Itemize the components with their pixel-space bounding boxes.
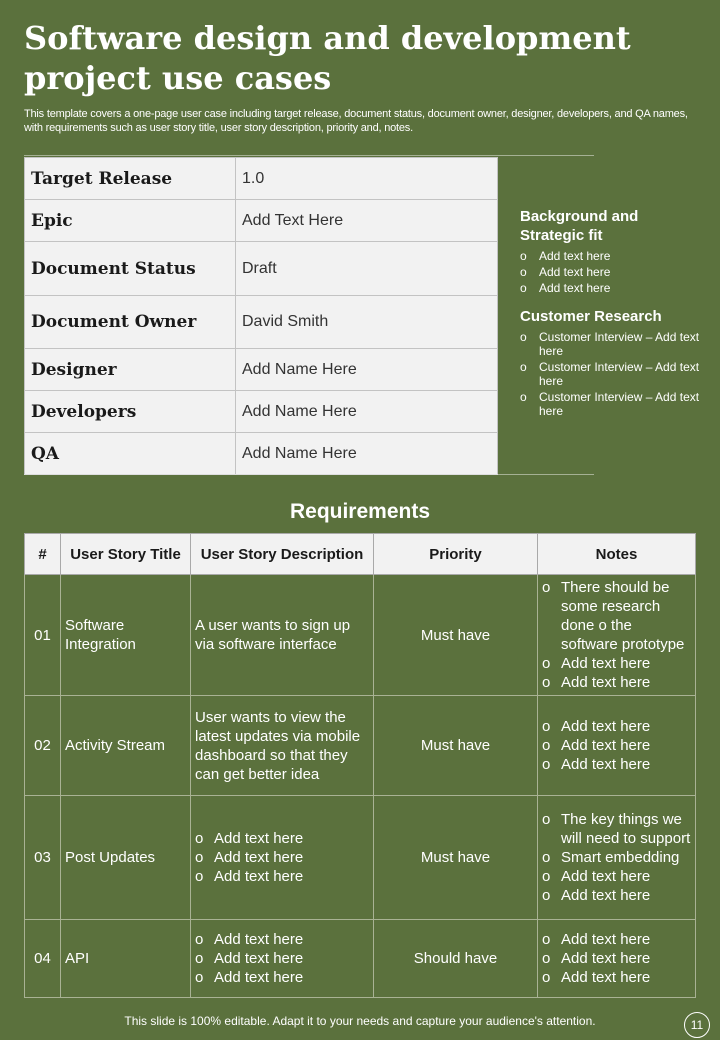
info-key: Document Status bbox=[25, 242, 236, 296]
info-value: Add Name Here bbox=[236, 433, 498, 475]
project-info-table bbox=[24, 157, 498, 475]
row-number: 04 bbox=[25, 920, 61, 998]
info-value: David Smith bbox=[236, 296, 498, 349]
research-heading: Customer Research bbox=[520, 308, 662, 325]
row-number: 02 bbox=[25, 696, 61, 796]
row-description bbox=[191, 920, 374, 998]
row-priority: Should have bbox=[374, 920, 538, 998]
bullet-icon: o bbox=[195, 849, 204, 866]
row-description: User wants to view the latest updates via mobile dashboard so that they can get better idea bbox=[191, 696, 374, 796]
info-value: Add Text Here bbox=[236, 200, 498, 242]
bullet-icon: o bbox=[195, 830, 204, 847]
list-item: o Customer Interview – Add text here bbox=[520, 360, 700, 388]
col-header-description: User Story Description bbox=[191, 534, 374, 575]
bullet-icon: o bbox=[542, 579, 551, 596]
bullet-icon: o bbox=[195, 868, 204, 885]
bullet-icon: o bbox=[542, 756, 551, 773]
col-header-number: # bbox=[25, 534, 61, 575]
row-priority: Must have bbox=[374, 696, 538, 796]
info-row bbox=[25, 158, 498, 200]
requirements-heading: Requirements bbox=[289, 500, 431, 523]
info-key: Designer bbox=[25, 349, 236, 391]
col-header-priority: Priority bbox=[374, 534, 538, 575]
page-title: Software design and development project use cases bbox=[24, 19, 631, 97]
list-item: o Add text here bbox=[520, 265, 611, 279]
info-row bbox=[25, 391, 498, 433]
row-priority: Must have bbox=[374, 796, 538, 920]
bullet-icon: o bbox=[542, 718, 551, 735]
bullet-icon: o bbox=[520, 281, 527, 295]
row-description: A user wants to sign up via software interface bbox=[191, 575, 374, 696]
table-row bbox=[25, 696, 696, 796]
list-item: o Add text here bbox=[542, 868, 651, 885]
list-item: o Smart embedding bbox=[542, 849, 680, 866]
row-story-title: Activity Stream bbox=[61, 696, 191, 796]
row-description bbox=[191, 796, 374, 920]
requirements-table bbox=[24, 533, 696, 998]
info-value: Add Name Here bbox=[236, 349, 498, 391]
research-list bbox=[520, 330, 700, 418]
bullet-icon: o bbox=[520, 390, 527, 404]
row-story-title: Post Updates bbox=[61, 796, 191, 920]
list-item: o Add text here bbox=[542, 931, 651, 948]
bullet-icon: o bbox=[542, 868, 551, 885]
bullet-icon: o bbox=[542, 969, 551, 986]
bullet-icon: o bbox=[542, 655, 551, 672]
info-row bbox=[25, 296, 498, 349]
list-item: o Add text here bbox=[542, 655, 651, 672]
bullet-icon: o bbox=[195, 931, 204, 948]
list-item: o There should be some research done o the software prototype bbox=[542, 579, 685, 653]
table-row bbox=[25, 796, 696, 920]
footer-note: This slide is 100% editable. Adapt it to your needs and capture your audience's attention. bbox=[124, 1014, 596, 1028]
table-row bbox=[25, 575, 696, 696]
list-item: o Add text here bbox=[542, 737, 651, 754]
bullet-icon: o bbox=[520, 360, 527, 374]
list-item: o Add text here bbox=[542, 718, 651, 735]
info-value: Add Name Here bbox=[236, 391, 498, 433]
info-value: Draft bbox=[236, 242, 498, 296]
row-notes bbox=[538, 796, 696, 920]
info-key: Developers bbox=[25, 391, 236, 433]
list-item: o Add text here bbox=[195, 849, 304, 866]
info-row bbox=[25, 349, 498, 391]
info-key: Target Release bbox=[25, 158, 236, 200]
list-item: o Add text here bbox=[195, 950, 304, 967]
info-key: Document Owner bbox=[25, 296, 236, 349]
list-item: o Add text here bbox=[520, 281, 611, 295]
row-number: 01 bbox=[25, 575, 61, 696]
row-story-title: Software Integration bbox=[61, 575, 191, 696]
list-item: o Add text here bbox=[542, 887, 651, 904]
list-item: o Add text here bbox=[542, 969, 651, 986]
list-item: o The key things we will need to support bbox=[542, 811, 691, 847]
table-row bbox=[25, 920, 696, 998]
divider-bottom bbox=[24, 474, 594, 475]
bullet-icon: o bbox=[542, 950, 551, 967]
info-key: Epic bbox=[25, 200, 236, 242]
list-item: o Add text here bbox=[195, 931, 304, 948]
list-item: o Add text here bbox=[195, 868, 304, 885]
bullet-icon: o bbox=[542, 674, 551, 691]
info-value: 1.0 bbox=[236, 158, 498, 200]
row-number: 03 bbox=[25, 796, 61, 920]
info-key: QA bbox=[25, 433, 236, 475]
bullet-icon: o bbox=[520, 265, 527, 279]
background-list bbox=[520, 249, 700, 295]
table-header-row bbox=[25, 534, 696, 575]
side-panel bbox=[520, 207, 700, 420]
page-subtitle: This template covers a one-page user case including target release, document status, document owner, designer, developers, and QA names, with requirements such as user story title, user story description, priority and, notes. bbox=[24, 108, 688, 134]
bullet-icon: o bbox=[520, 330, 527, 344]
list-item: o Add text here bbox=[542, 756, 651, 773]
bullet-icon: o bbox=[542, 887, 551, 904]
bullet-icon: o bbox=[542, 849, 551, 866]
row-notes bbox=[538, 696, 696, 796]
list-item: o Customer Interview – Add text here bbox=[520, 390, 700, 418]
list-item: o Add text here bbox=[542, 674, 651, 691]
col-header-notes: Notes bbox=[538, 534, 696, 575]
page-number: 11 bbox=[684, 1012, 710, 1038]
row-notes bbox=[538, 920, 696, 998]
background-heading: Background and Strategic fit bbox=[520, 208, 639, 244]
list-item: o Add text here bbox=[195, 830, 304, 847]
row-priority: Must have bbox=[374, 575, 538, 696]
bullet-icon: o bbox=[542, 931, 551, 948]
row-story-title: API bbox=[61, 920, 191, 998]
bullet-icon: o bbox=[542, 737, 551, 754]
info-row bbox=[25, 242, 498, 296]
divider-top bbox=[24, 155, 594, 156]
list-item: o Customer Interview – Add text here bbox=[520, 330, 700, 358]
bullet-icon: o bbox=[195, 969, 204, 986]
info-row bbox=[25, 433, 498, 475]
info-row bbox=[25, 200, 498, 242]
col-header-title: User Story Title bbox=[61, 534, 191, 575]
bullet-icon: o bbox=[520, 249, 527, 263]
list-item: o Add text here bbox=[195, 969, 304, 986]
list-item: o Add text here bbox=[520, 249, 611, 263]
list-item: o Add text here bbox=[542, 950, 651, 967]
row-notes bbox=[538, 575, 696, 696]
bullet-icon: o bbox=[195, 950, 204, 967]
bullet-icon: o bbox=[542, 811, 551, 828]
